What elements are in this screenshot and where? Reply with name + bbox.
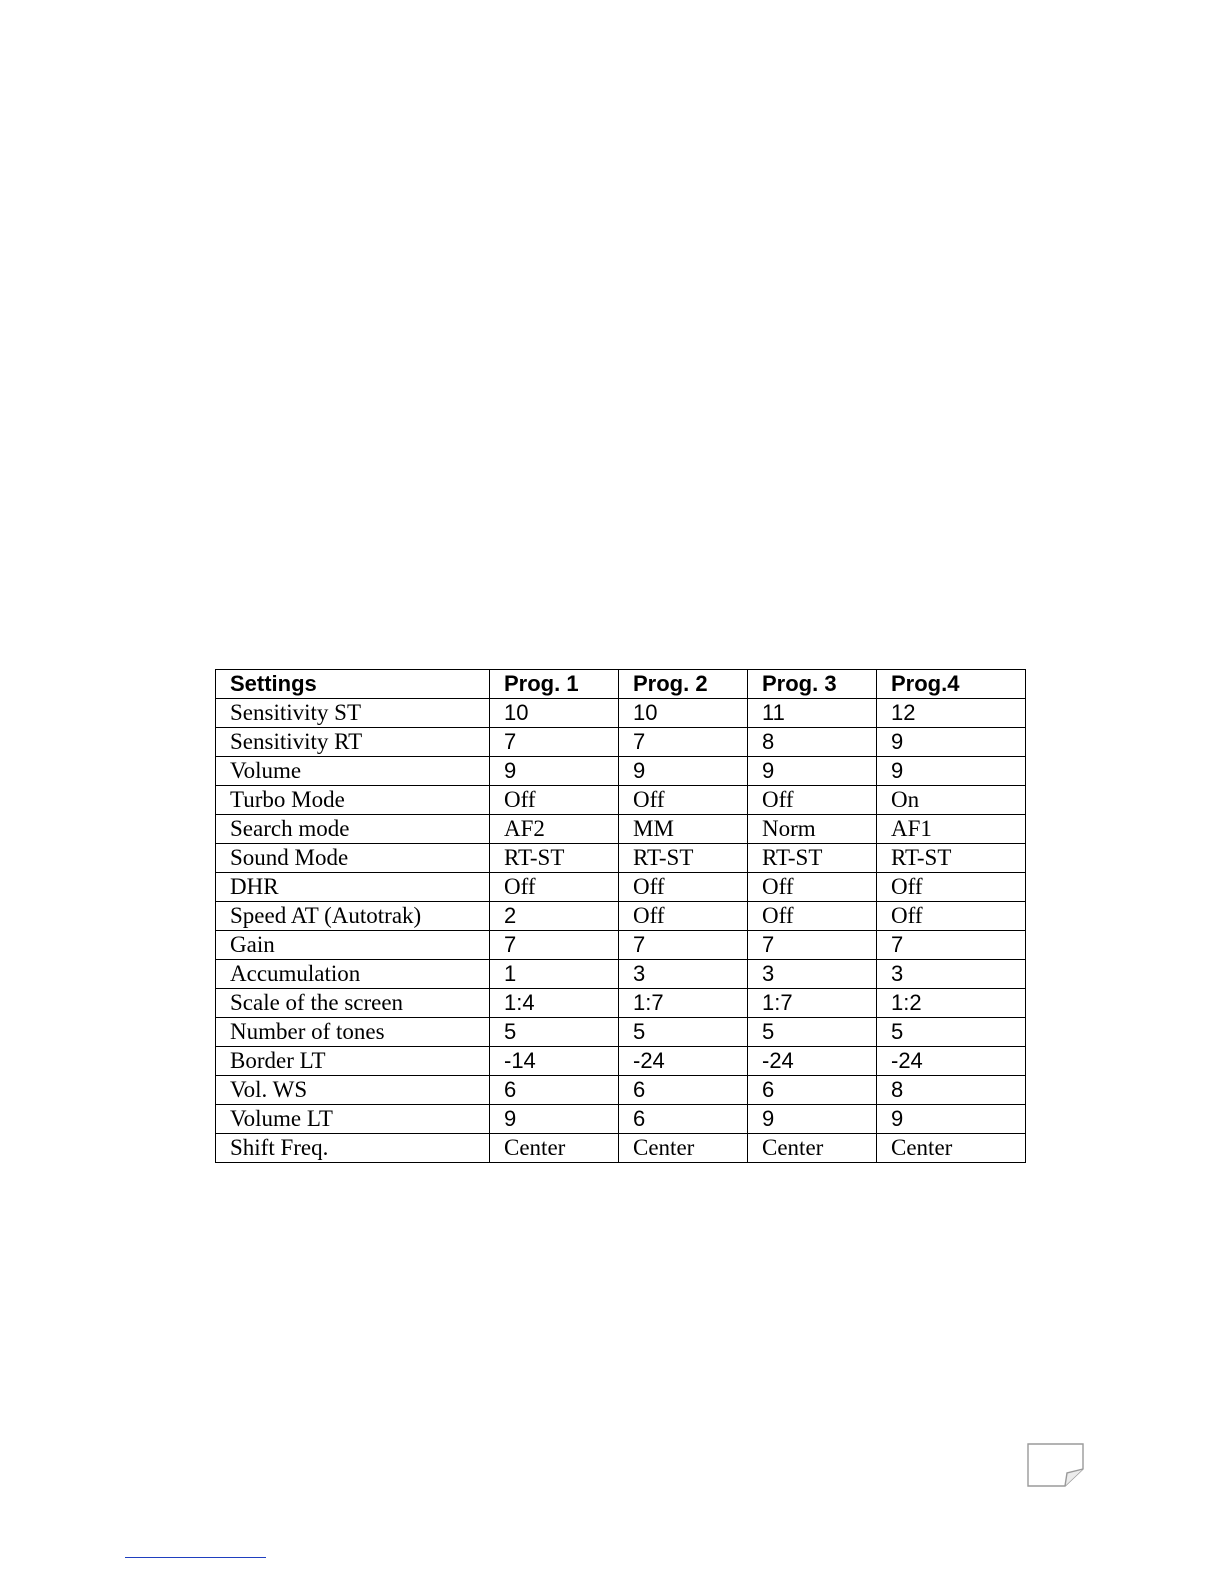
- setting-value-cell: Off: [490, 786, 619, 815]
- setting-value-cell: 1: [490, 960, 619, 989]
- table-row: [216, 786, 1026, 815]
- header-prog-3: Prog. 3: [748, 670, 877, 699]
- setting-value-cell: MM: [619, 815, 748, 844]
- setting-name-cell: Accumulation: [216, 960, 490, 989]
- setting-value-cell: Center: [748, 1134, 877, 1163]
- setting-value-cell: 1:4: [490, 989, 619, 1018]
- table-row: [216, 1047, 1026, 1076]
- setting-value-cell: 10: [619, 699, 748, 728]
- setting-value-cell: Center: [490, 1134, 619, 1163]
- setting-name-cell: Shift Freq.: [216, 1134, 490, 1163]
- table-row: [216, 757, 1026, 786]
- table-row: [216, 902, 1026, 931]
- setting-value-cell: 7: [619, 931, 748, 960]
- setting-value-cell: 1:2: [877, 989, 1026, 1018]
- setting-value-cell: Center: [877, 1134, 1026, 1163]
- setting-value-cell: 7: [748, 931, 877, 960]
- setting-value-cell: 6: [619, 1105, 748, 1134]
- setting-name-cell: Volume LT: [216, 1105, 490, 1134]
- setting-value-cell: -24: [877, 1047, 1026, 1076]
- setting-value-cell: RT-ST: [490, 844, 619, 873]
- setting-value-cell: 10: [490, 699, 619, 728]
- table-row: [216, 1018, 1026, 1047]
- setting-name-cell: Sensitivity ST: [216, 699, 490, 728]
- setting-value-cell: Center: [619, 1134, 748, 1163]
- setting-value-cell: RT-ST: [748, 844, 877, 873]
- setting-value-cell: 8: [877, 1076, 1026, 1105]
- header-prog-4: Prog.4: [877, 670, 1026, 699]
- setting-value-cell: Off: [490, 873, 619, 902]
- setting-value-cell: Off: [619, 786, 748, 815]
- setting-value-cell: 7: [490, 728, 619, 757]
- setting-value-cell: -14: [490, 1047, 619, 1076]
- setting-value-cell: 3: [619, 960, 748, 989]
- page-curl-icon: [1027, 1443, 1085, 1487]
- setting-value-cell: 9: [877, 728, 1026, 757]
- setting-name-cell: Gain: [216, 931, 490, 960]
- setting-value-cell: 5: [748, 1018, 877, 1047]
- setting-value-cell: Off: [619, 902, 748, 931]
- table-row: [216, 844, 1026, 873]
- table-body: [216, 699, 1026, 1163]
- setting-value-cell: Off: [877, 873, 1026, 902]
- setting-value-cell: 1:7: [748, 989, 877, 1018]
- header-row: [216, 670, 1026, 699]
- header-settings: Settings: [216, 670, 490, 699]
- header-prog-2: Prog. 2: [619, 670, 748, 699]
- table-row: [216, 1076, 1026, 1105]
- setting-value-cell: RT-ST: [619, 844, 748, 873]
- table-row: [216, 815, 1026, 844]
- setting-value-cell: 11: [748, 699, 877, 728]
- setting-value-cell: 9: [877, 757, 1026, 786]
- setting-value-cell: 8: [748, 728, 877, 757]
- setting-name-cell: Speed AT (Autotrak): [216, 902, 490, 931]
- setting-value-cell: Off: [877, 902, 1026, 931]
- settings-table: [215, 669, 1026, 1163]
- setting-value-cell: Off: [619, 873, 748, 902]
- table-row: [216, 1105, 1026, 1134]
- setting-value-cell: 3: [748, 960, 877, 989]
- table-row: [216, 931, 1026, 960]
- setting-value-cell: AF1: [877, 815, 1026, 844]
- setting-value-cell: 6: [619, 1076, 748, 1105]
- setting-value-cell: RT-ST: [877, 844, 1026, 873]
- setting-name-cell: Turbo Mode: [216, 786, 490, 815]
- setting-name-cell: Vol. WS: [216, 1076, 490, 1105]
- setting-value-cell: Off: [748, 786, 877, 815]
- setting-name-cell: Border LT: [216, 1047, 490, 1076]
- setting-value-cell: 9: [490, 1105, 619, 1134]
- setting-name-cell: Volume: [216, 757, 490, 786]
- setting-name-cell: Sensitivity RT: [216, 728, 490, 757]
- setting-value-cell: 12: [877, 699, 1026, 728]
- setting-name-cell: DHR: [216, 873, 490, 902]
- setting-value-cell: AF2: [490, 815, 619, 844]
- setting-value-cell: -24: [619, 1047, 748, 1076]
- setting-value-cell: 3: [877, 960, 1026, 989]
- setting-value-cell: 6: [748, 1076, 877, 1105]
- table-caption-fragment: [565, 658, 655, 666]
- table-row: [216, 699, 1026, 728]
- setting-value-cell: 5: [619, 1018, 748, 1047]
- setting-name-cell: Number of tones: [216, 1018, 490, 1047]
- setting-value-cell: 5: [877, 1018, 1026, 1047]
- setting-value-cell: Off: [748, 873, 877, 902]
- setting-value-cell: 5: [490, 1018, 619, 1047]
- setting-value-cell: -24: [748, 1047, 877, 1076]
- setting-name-cell: Search mode: [216, 815, 490, 844]
- table-row: [216, 873, 1026, 902]
- setting-value-cell: 9: [490, 757, 619, 786]
- setting-value-cell: On: [877, 786, 1026, 815]
- setting-name-cell: Scale of the screen: [216, 989, 490, 1018]
- table-row: [216, 1134, 1026, 1163]
- setting-value-cell: 9: [619, 757, 748, 786]
- setting-value-cell: 9: [748, 757, 877, 786]
- setting-value-cell: 2: [490, 902, 619, 931]
- setting-value-cell: 7: [490, 931, 619, 960]
- setting-name-cell: Sound Mode: [216, 844, 490, 873]
- table-row: [216, 960, 1026, 989]
- setting-value-cell: 6: [490, 1076, 619, 1105]
- table-row: [216, 989, 1026, 1018]
- setting-value-cell: Off: [748, 902, 877, 931]
- header-prog-1: Prog. 1: [490, 670, 619, 699]
- setting-value-cell: 9: [877, 1105, 1026, 1134]
- setting-value-cell: 7: [619, 728, 748, 757]
- table-row: [216, 728, 1026, 757]
- setting-value-cell: 1:7: [619, 989, 748, 1018]
- setting-value-cell: 7: [877, 931, 1026, 960]
- setting-value-cell: Norm: [748, 815, 877, 844]
- setting-value-cell: 9: [748, 1105, 877, 1134]
- footnote-separator: [125, 1557, 266, 1558]
